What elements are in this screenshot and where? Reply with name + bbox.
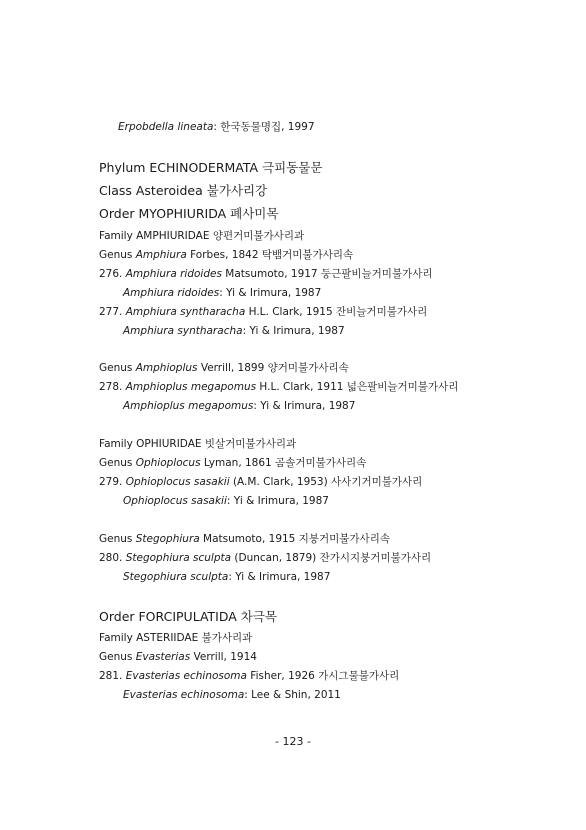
order-heading-myophiurida: Order MYOPHIURIDA 폐사미목 [99,206,279,221]
reference-280: Stegophiura sculpta: Yi & Irimura, 1987 [123,571,331,583]
entry-281: 281. Evasterias echinosoma Fisher, 1926 가시그물불가사리 [99,670,400,682]
species-name: lineata [177,121,214,133]
entry-279: 279. Ophioplocus sasakii (A.M. Clark, 1953) 사사기거미불가사리 [99,476,423,488]
reference-279: Ophioplocus sasakii: Yi & Irimura, 1987 [123,495,329,507]
entry-278: 278. Amphioplus megapomus H.L. Clark, 1911 넓은팔비늘거미불가사리 [99,381,459,393]
order-heading-forcipulatida: Order FORCIPULATIDA 차극목 [99,609,277,624]
entry-276: 276. Amphiura ridoides Matsumoto, 1917 둥근팔비늘거미불가사리 [99,268,433,280]
reference-erpobdella [118,120,315,134]
genus-amphiura: Genus Amphiura Forbes, 1842 탁뱀거미불가사리속 [99,249,354,261]
family-amphiuridae: Family AMPHIURIDAE 양편거미불가사리과 [99,230,305,242]
genus-amphioplus: Genus Amphioplus Verrill, 1899 양거미불가사리속 [99,362,349,374]
page-number: - 123 - [275,735,311,748]
genus-evasterias: Genus Evasterias Verrill, 1914 [99,651,257,663]
reference-281: Evasterias echinosoma: Lee & Shin, 2011 [123,689,341,701]
reference-text: : 한국동물명집, 1997 [213,121,315,133]
entry-280: 280. Stegophiura sculpta (Duncan, 1879) 잔가시지붕거미불가사리 [99,552,432,564]
genus-ophioplocus: Genus Ophioplocus Lyman, 1861 곰솔거미불가사리속 [99,457,367,469]
phylum-heading: Phylum ECHINODERMATA 극피동물문 [99,160,323,175]
family-asteriidae: Family ASTERIIDAE 불가사리과 [99,632,253,644]
genus-name: Erpobdella [118,121,175,133]
reference-276: Amphiura ridoides: Yi & Irimura, 1987 [123,287,322,299]
reference-277: Amphiura syntharacha: Yi & Irimura, 1987 [123,325,345,337]
genus-stegophiura: Genus Stegophiura Matsumoto, 1915 지붕거미불가사리속 [99,533,390,545]
entry-277: 277. Amphiura syntharacha H.L. Clark, 1915 잔비늘거미불가사리 [99,306,428,318]
class-heading: Class Asteroidea 불가사리강 [99,183,268,198]
family-ophiuridae: Family OPHIURIDAE 빗살거미불가사리과 [99,438,297,450]
reference-278: Amphioplus megapomus: Yi & Irimura, 1987 [123,400,356,412]
